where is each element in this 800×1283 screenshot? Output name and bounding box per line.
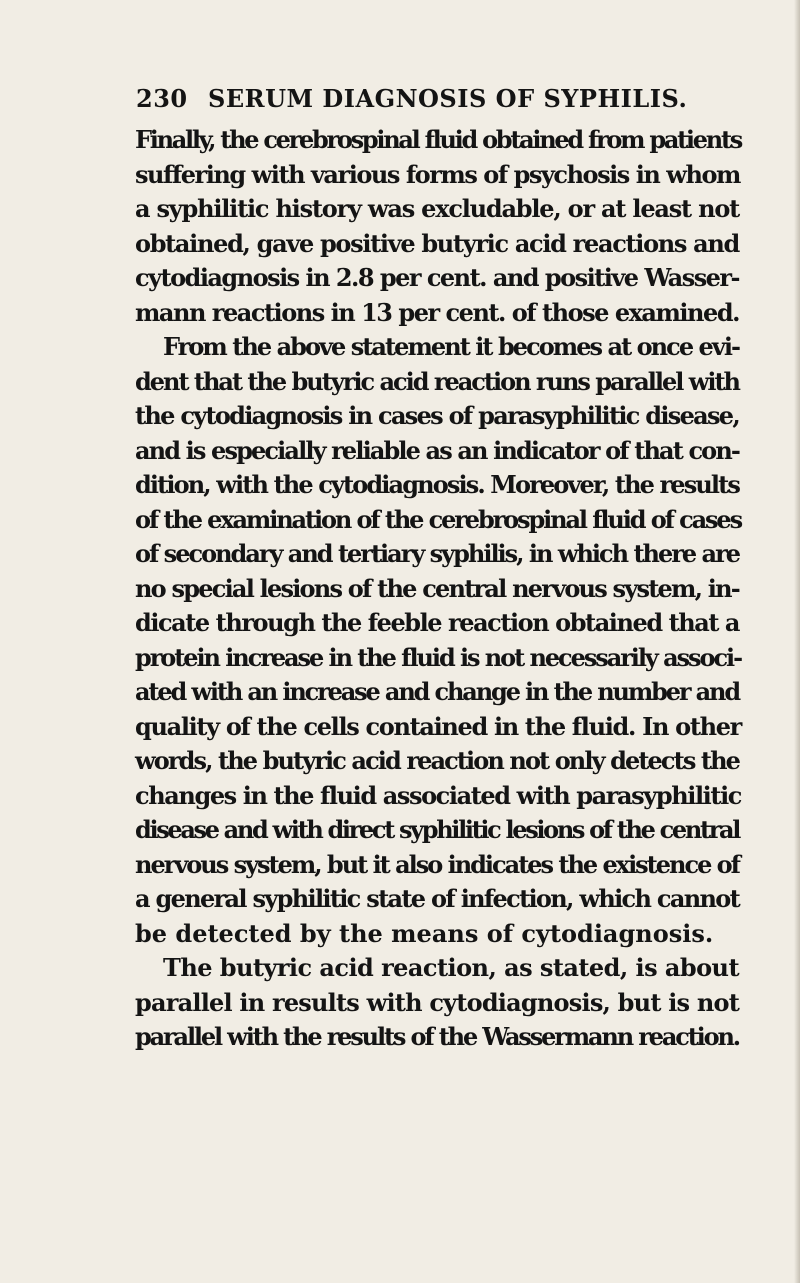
text-line: of secondary and tertiary syphilis, in which there are: [135, 539, 739, 568]
running-title: SERUM DIAGNOSIS OF SYPHILIS.: [208, 84, 688, 113]
text-line: disease and with direct syphilitic lesions of the central: [135, 815, 739, 844]
text-line: ated with an increase and change in the number and: [135, 677, 739, 706]
text-line: quality of the cells contained in the fluid. In other: [135, 711, 741, 741]
text-line: mann reactions in 13 per cent. of those examined.: [135, 297, 739, 327]
text-line: obtained, gave positive butyric acid reactions and: [135, 228, 739, 258]
running-header: [136, 84, 756, 113]
text-line: nervous system, but it also indicates the existence of: [135, 849, 739, 879]
text-line: changes in the fluid associated with parasyphilitic: [135, 780, 741, 810]
page-number: 230: [136, 84, 188, 113]
text-line: and is especially reliable as an indicator of that con-: [135, 435, 740, 465]
text-line: dition, with the cytodiagnosis. Moreover, the results: [135, 470, 740, 499]
text-line: Finally, the cerebrospinal fluid obtained from patients: [135, 125, 741, 154]
paragraph-1: [135, 123, 739, 330]
text-line: a general syphilitic state of infection, which cannot: [135, 884, 740, 913]
text-line: parallel in results with cytodiagnosis, but is not: [135, 987, 739, 1017]
text-line: cytodiagnosis in 2.8 per cent. and positive Wasser-: [135, 263, 739, 292]
paragraph-3: [135, 951, 739, 1055]
text-line: The butyric acid reaction, as stated, is about: [163, 953, 739, 982]
text-line: parallel with the results of the Wassermann reaction.: [135, 1022, 739, 1051]
text-line: words, the butyric acid reaction not only detects the: [135, 746, 740, 775]
text-line: dicate through the feeble reaction obtained that a: [135, 608, 739, 637]
paragraph-2: [135, 330, 739, 951]
page-edge-shadow: [794, 0, 800, 1283]
text-line: the cytodiagnosis in cases of parasyphilitic disease,: [135, 401, 739, 430]
text-line: From the above statement it becomes at once evi-: [163, 332, 739, 361]
text-line: protein increase in the fluid is not necessarily associ-: [135, 642, 741, 672]
text-line: no special lesions of the central nervous system, in-: [135, 573, 739, 603]
text-line: suffering with various forms of psychosis in whom: [135, 159, 740, 189]
text-line: of the examination of the cerebrospinal fluid of cases: [135, 504, 741, 534]
text-line: dent that the butyric acid reaction runs parallel with: [135, 366, 740, 396]
text-line: a syphilitic history was excludable, or at least not: [135, 194, 739, 223]
body-text: [135, 123, 739, 1055]
text-line: be detected by the means of cytodiagnosis.: [135, 918, 714, 948]
